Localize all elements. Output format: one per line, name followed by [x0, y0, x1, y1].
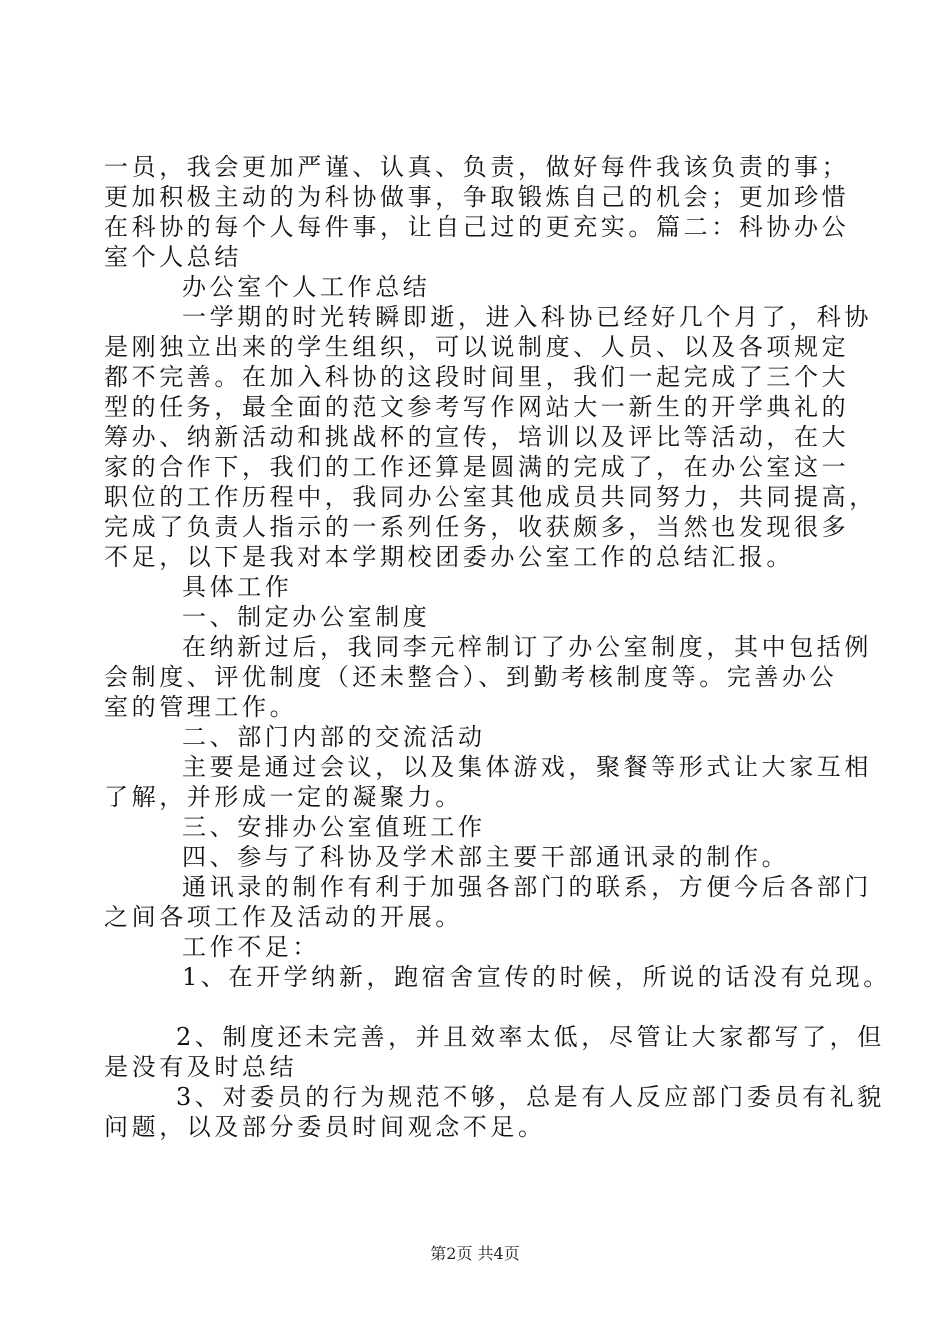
text-line: 四、参与了科协及学术部主要干部通讯录的制作。 [182, 843, 790, 871]
text-line: 3、对委员的行为规范不够，总是有人反应部门委员有礼貌 [176, 1083, 885, 1111]
text-line: 是没有及时总结 [104, 1053, 298, 1081]
page-footer: 第2页 共4页 [430, 1244, 520, 1263]
text-line: 完成了负责人指示的一系列任务，收获颇多，当然也发现很多 [104, 513, 850, 541]
text-line: 之间各项工作及活动的开展。 [104, 903, 463, 931]
text-line: 一员，我会更加严谨、认真、负责，做好每件我该负责的事； [104, 153, 850, 181]
text-line: 具体工作 [182, 573, 293, 601]
text-line: 会制度、评优制度（还未整合）、到勤考核制度等。完善办公 [104, 663, 838, 691]
text-line: 不足，以下是我对本学期校团委办公室工作的总结汇报。 [104, 543, 794, 571]
text-line: 一、制定办公室制度 [182, 603, 431, 631]
text-line: 三、安排办公室值班工作 [182, 813, 486, 841]
text-line: 筹办、纳新活动和挑战杯的宣传，培训以及评比等活动，在大 [104, 423, 850, 451]
text-line: 更加积极主动的为科协做事，争取锻炼自己的机会；更加珍惜 [104, 183, 850, 211]
text-line: 都不完善。在加入科协的这段时间里，我们一起完成了三个大 [104, 363, 850, 391]
text-line: 一学期的时光转瞬即逝，进入科协已经好几个月了，科协 [182, 303, 872, 331]
text-line: 在科协的每个人每件事，让自己过的更充实。篇二：科协办公 [104, 213, 850, 241]
text-line: 了解，并形成一定的凝聚力。 [104, 783, 463, 811]
text-line: 室的管理工作。 [104, 693, 298, 721]
text-line: 工作不足： [182, 933, 320, 961]
text-line: 家的合作下，我们的工作还算是圆满的完成了，在办公室这一 [104, 453, 850, 481]
text-line: 是刚独立出来的学生组织，可以说制度、人员、以及各项规定 [104, 333, 850, 361]
text-line: 二、部门内部的交流活动 [182, 723, 486, 751]
text-line: 室个人总结 [104, 243, 242, 271]
text-line: 1、在开学纳新，跑宿舍宣传的时候，所说的话没有兑现。 [182, 963, 891, 991]
text-line: 主要是通过会议，以及集体游戏，聚餐等形式让大家互相 [182, 753, 872, 781]
text-line: 职位的工作历程中，我同办公室其他成员共同努力，共同提高， [104, 483, 877, 511]
text-line: 2、制度还未完善，并且效率太低，尽管让大家都写了，但 [176, 1023, 885, 1051]
text-line: 在纳新过后，我同李元梓制订了办公室制度，其中包括例 [182, 633, 872, 661]
text-line: 办公室个人工作总结 [182, 273, 431, 301]
text-line: 问题，以及部分委员时间观念不足。 [104, 1113, 546, 1141]
text-line: 通讯录的制作有利于加强各部门的联系，方便今后各部门 [182, 873, 872, 901]
text-line: 型的任务，最全面的范文参考写作网站大一新生的开学典礼的 [104, 393, 850, 421]
